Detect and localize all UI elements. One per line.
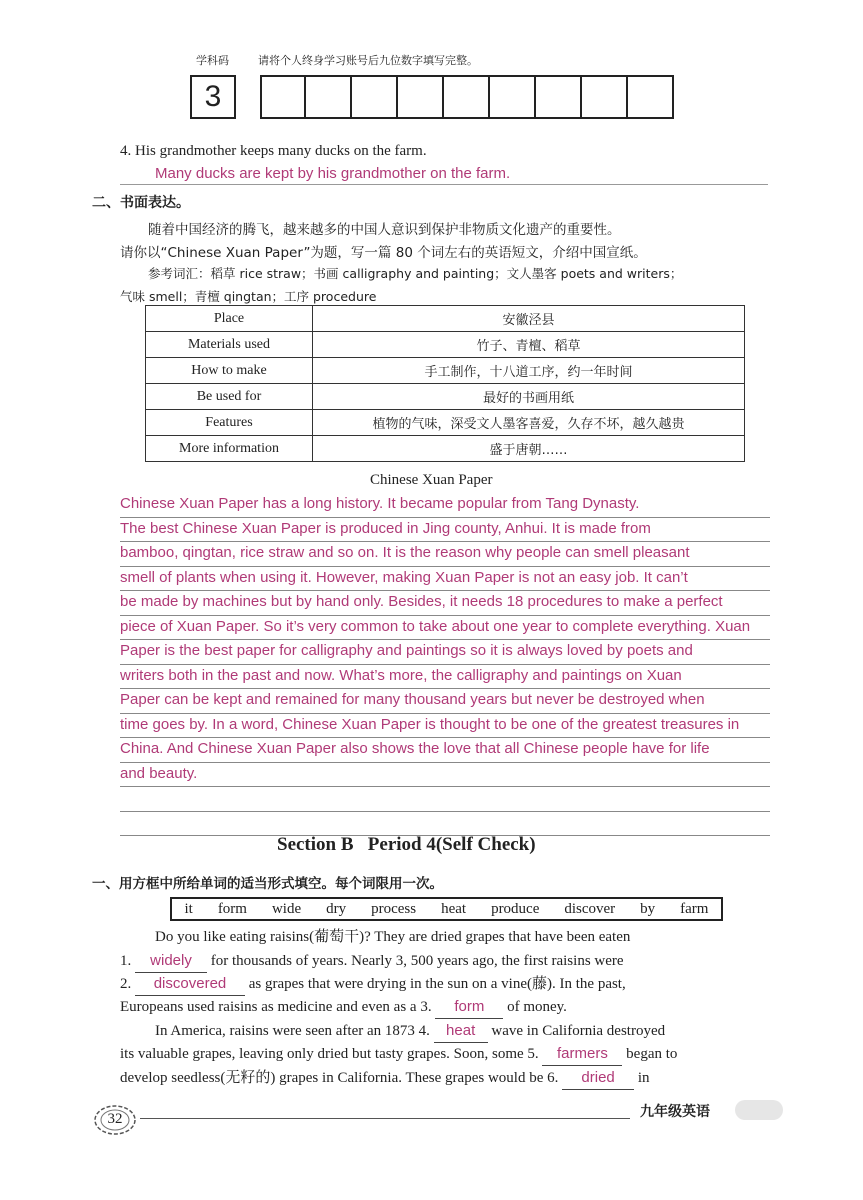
table-row: Materials used 竹子、青檀、稻草 — [146, 332, 745, 358]
table-row: Features 植物的气味，深受文人墨客喜爱，久存不坏，越久越贵 — [146, 410, 745, 436]
word-bank — [170, 897, 723, 921]
digit-box — [444, 75, 490, 119]
essay-answer — [120, 493, 770, 836]
subject-code-label: 学科码 — [196, 54, 229, 67]
digit-box — [306, 75, 352, 119]
essay-line: Paper is the best paper for calligraphy and paintings so it is always loved by poets and — [120, 640, 770, 665]
digit-box — [352, 75, 398, 119]
answer-4: Many ducks are kept by his grandmother on the farm. — [155, 165, 511, 182]
essay-line: time goes by. In a word, Chinese Xuan Paper is thought to be one of the greatest treasures in — [120, 714, 770, 739]
word-bank-item: dry — [326, 900, 347, 917]
digit-box — [398, 75, 444, 119]
passage-line-6: its valuable grapes, leaving only dried but tasty grapes. Soon, some 5. farmers began to — [120, 1042, 677, 1066]
word-bank-item: discover — [564, 900, 616, 917]
essay-line: writers both in the past and now. What’s more, the calligraphy and paintings on Xuan — [120, 665, 770, 690]
word-bank-item: produce — [491, 900, 540, 917]
answer-blank-6[interactable]: dried — [562, 1066, 634, 1090]
word-bank-item: form — [217, 900, 247, 917]
writing-intro-1: 随着中国经济的腾飞，越来越多的中国人意识到保护非物质文化遗产的重要性。 — [148, 222, 621, 238]
passage-line-2: 1. widely for thousands of years. Nearly 3, 500 years ago, the first raisins were — [120, 949, 624, 973]
essay-line: smell of plants when using it. However, making Xuan Paper is not an easy job. It can’t — [120, 567, 770, 592]
word-bank-item: heat — [441, 900, 467, 917]
passage-line-5: In America, raisins were seen after an 1873 4. heat wave in California destroyed — [155, 1019, 665, 1043]
word-bank-item: by — [640, 900, 656, 917]
word-bank-item: wide — [271, 900, 302, 917]
passage-line-3: 2. discovered as grapes that were drying in the sun on a vine(藤). In the past, — [120, 972, 626, 996]
digit-box — [490, 75, 536, 119]
table-row: Be used for 最好的书画用纸 — [146, 384, 745, 410]
passage-line-7: develop seedless(无籽的) grapes in California. These grapes would be 6. dried in — [120, 1066, 650, 1090]
essay-line: The best Chinese Xuan Paper is produced in Jing county, Anhui. It is made from — [120, 518, 770, 543]
word-bank-item: it — [184, 900, 193, 917]
essay-title: Chinese Xuan Paper — [370, 472, 493, 488]
vocab-line-2: 气味 smell；青檀 qingtan；工序 procedure — [120, 289, 377, 304]
question-4: 4. His grandmother keeps many ducks on the farm. — [120, 143, 427, 159]
essay-line: and beauty. — [120, 763, 770, 788]
passage-line-1: Do you like eating raisins(葡萄干)? They are dried grapes that have been eaten — [155, 929, 631, 945]
footer-ornament-icon — [735, 1100, 783, 1120]
page-number-badge — [93, 1104, 137, 1136]
word-bank-item: process — [371, 900, 417, 917]
section-title: Section B Period 4(Self Check) — [277, 834, 536, 855]
digit-box — [582, 75, 628, 119]
table-row: More information 盛于唐朝…… — [146, 436, 745, 462]
first-digit: 3 — [204, 80, 222, 113]
essay-line: bamboo, qingtan, rice straw and so on. It is the reason why people can smell pleasant — [120, 542, 770, 567]
sectionB-heading: 一、用方框中所给单词的适当形式填空。每个词限用一次。 — [92, 876, 443, 892]
essay-line: China. And Chinese Xuan Paper also shows the love that all Chinese people have for life — [120, 738, 770, 763]
digit-box — [536, 75, 582, 119]
essay-line: be made by machines but by hand only. Besides, it needs 18 procedures to make a perfect — [120, 591, 770, 616]
answer-blank-5[interactable]: farmers — [542, 1042, 622, 1066]
footer-line — [140, 1118, 630, 1119]
account-digit-boxes — [190, 75, 674, 119]
essay-line: Paper can be kept and remained for many thousand years but never be destroyed when — [120, 689, 770, 714]
writing-heading: 二、书面表达。 — [92, 195, 190, 211]
table-row: How to make 手工制作，十八道工序，约一年时间 — [146, 358, 745, 384]
vocab-line-1: 参考词汇：稻草 rice straw；书画 calligraphy and painting；文人墨客 poets and writers； — [148, 266, 683, 281]
passage-line-4: Europeans used raisins as medicine and even as a 3. form of money. — [120, 995, 567, 1019]
answer-blank-1[interactable]: widely — [135, 949, 207, 973]
essay-line — [120, 787, 770, 812]
book-label: 九年级英语 — [640, 1104, 710, 1120]
answer-blank-2[interactable]: discovered — [135, 972, 245, 996]
answer-blank-3[interactable]: form — [435, 995, 503, 1019]
essay-line: Chinese Xuan Paper has a long history. It became popular from Tang Dynasty. — [120, 493, 770, 518]
essay-line — [120, 812, 770, 837]
digit-box — [260, 75, 306, 119]
answer-blank-4[interactable]: heat — [434, 1019, 488, 1043]
info-table — [145, 305, 745, 462]
table-row: Place 安徽泾县 — [146, 306, 745, 332]
word-bank-item: farm — [680, 900, 709, 917]
instruction-text: 请将个人终身学习账号后九位数字填写完整。 — [258, 54, 478, 67]
answer-line — [120, 184, 768, 185]
page-number: 32 — [107, 1111, 123, 1127]
digit-box — [628, 75, 674, 119]
writing-intro-2: 请你以“Chinese Xuan Paper”为题，写一篇 80 个词左右的英语短文，介绍中国宣纸。 — [120, 245, 647, 261]
essay-line: piece of Xuan Paper. So it’s very common to take about one year to complete everything. Xuan — [120, 616, 770, 641]
